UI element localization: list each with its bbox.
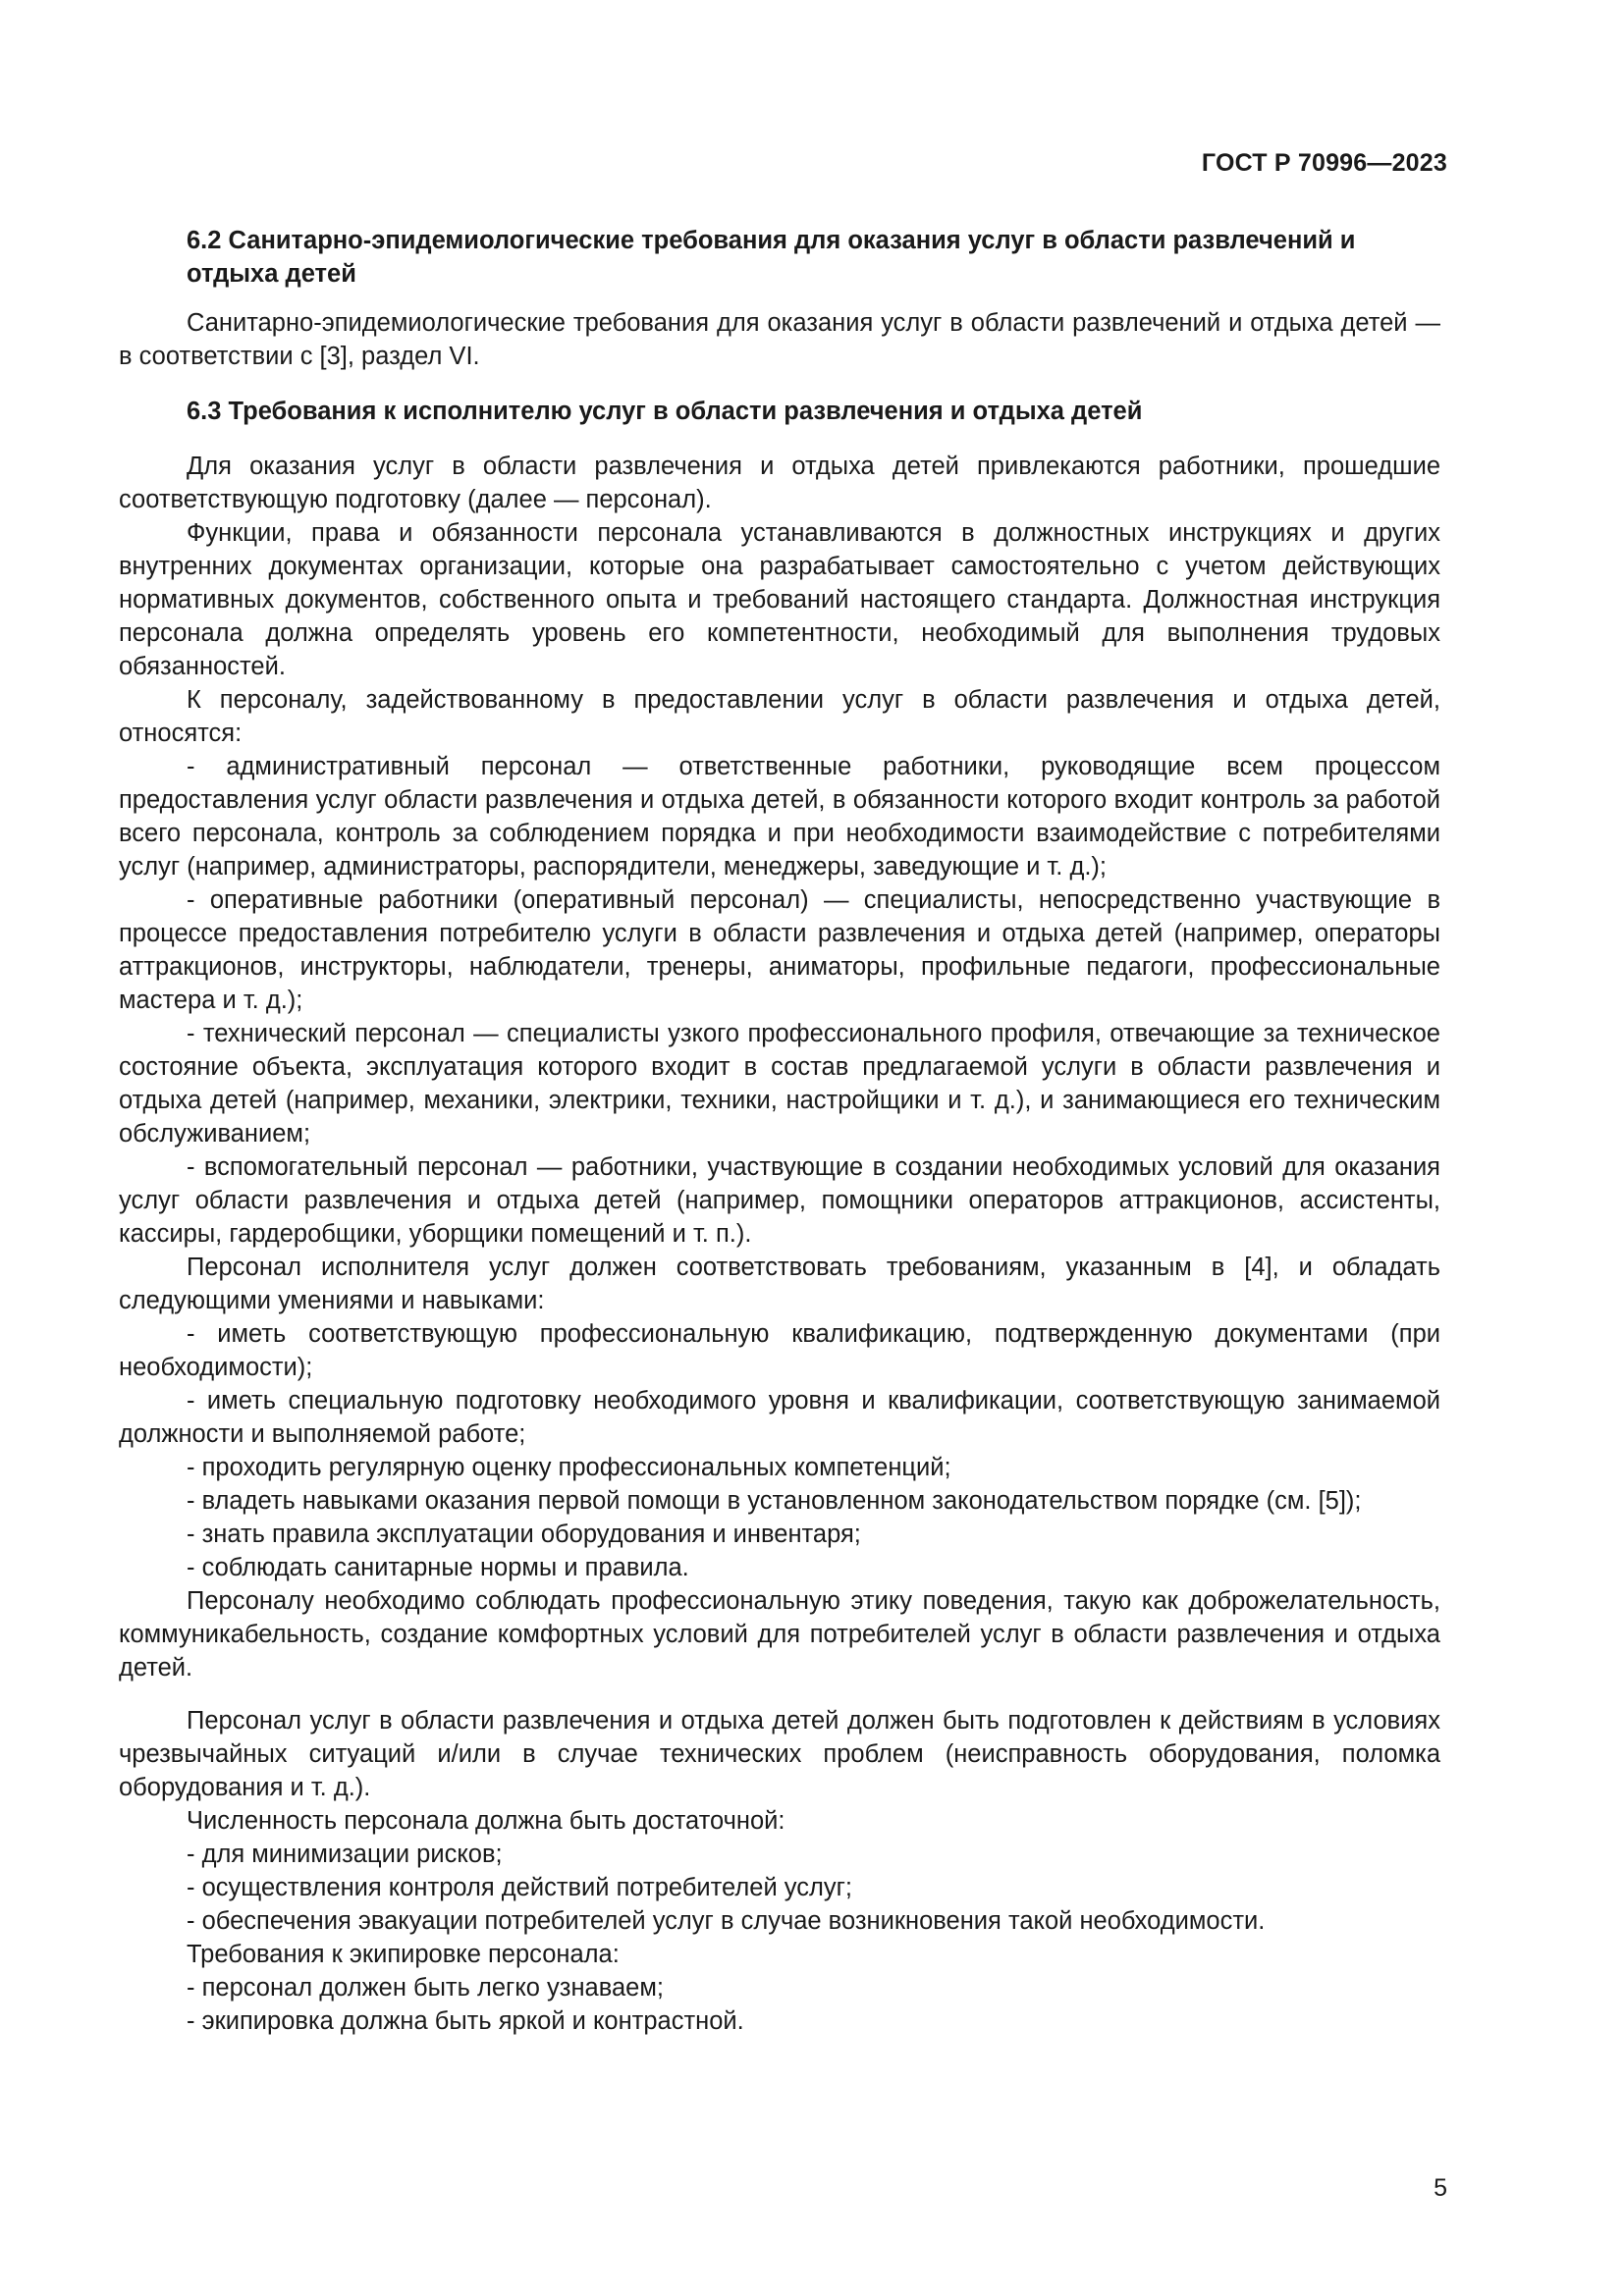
list-item: - экипировка должна быть яркой и контрастной. [187, 2007, 744, 2035]
section-6-2-heading: 6.2 Санитарно-эпидемиологические требования для оказания услуг в области развлечений и отдыха детей [187, 227, 1356, 288]
paragraph: Численность персонала должна быть достаточной: [187, 1807, 785, 1835]
page-number: 5 [1434, 2174, 1447, 2202]
list-item: - иметь соответствующую профессиональную квалификацию, подтвержденную документами (при необходимости); [119, 1320, 1440, 1381]
list-item: - оперативные работники (оперативный персонал) — специалисты, непосредственно участвующие в процессе предоставления потребителю услуги в области развлечения и отдыха детей (например, операторы аттракционов, инструкторы, наблюдатели, тренеры, аниматоры, профильные педагоги, профессиональные мастера и т. д.); [119, 886, 1440, 1014]
list-item: - административный персонал — ответственные работники, руководящие всем процессом предоставления услуг области развлечения и отдыха детей, в обязанности которого входит контроль за работой всего персонала, контроль за соблюдением порядка и при необходимости взаимодействие с потребителями услуг (например, администраторы, распорядители, менеджеры, заведующие и т. д.); [119, 753, 1440, 881]
list-item: - обеспечения эвакуации потребителей услуг в случае возникновения такой необходимости. [187, 1907, 1266, 1935]
paragraph: Персонал услуг в области развлечения и отдыха детей должен быть подготовлен к действиям в условиях чрезвычайных ситуаций и/или в случае технических проблем (неисправность оборудования, поломка оборудования и т. д.). [119, 1707, 1440, 1801]
standard-number-header: ГОСТ Р 70996—2023 [1201, 149, 1447, 177]
paragraph: Функции, права и обязанности персонала устанавливаются в должностных инструкциях и других внутренних документах организации, которые она разрабатывает самостоятельно с учетом действующих нормативных документов, собственного опыта и требований настоящего стандарта. Должностная инструкция персонала должна определять уровень его компетентности, необходимый для выполнения трудовых обязанностей. [119, 519, 1440, 680]
list-item: - иметь специальную подготовку необходимого уровня и квалификации, соответствующую занимаемой должности и выполняемой работе; [119, 1387, 1440, 1448]
list-item: - для минимизации рисков; [187, 1841, 503, 1868]
list-item: - знать правила эксплуатации оборудования и инвентаря; [187, 1521, 861, 1548]
list-item: - соблюдать санитарные нормы и правила. [187, 1554, 689, 1581]
list-item: - осуществления контроля действий потребителей услуг; [187, 1874, 853, 1901]
paragraph: Персоналу необходимо соблюдать профессиональную этику поведения, такую как доброжелательность, коммуникабельность, создание комфортных условий для потребителей услуг в области развлечения и отдыха детей. [119, 1587, 1440, 1682]
list-item: - вспомогательный персонал — работники, участвующие в создании необходимых условий для оказания услуг области развлечения и отдыха детей (например, помощники операторов аттракционов, ассистенты, кассиры, гардеробщики, уборщики помещений и т. п.). [119, 1153, 1440, 1248]
paragraph: Персонал исполнителя услуг должен соответствовать требованиям, указанным в [4], и обладать следующими умениями и навыками: [119, 1254, 1440, 1314]
paragraph: Санитарно-эпидемиологические требования для оказания услуг в области развлечений и отдыха детей — в соответствии с [3], раздел VI. [119, 309, 1440, 370]
list-item: - технический персонал — специалисты узкого профессионального профиля, отвечающие за техническое состояние объекта, эксплуатация которого входит в состав предлагаемой услуги в области развлечения и отдыха детей (например, механики, электрики, техники, настройщики и т. д.), и занимающиеся его техническим обслуживанием; [119, 1020, 1440, 1148]
document-body [119, 224, 1440, 2038]
section-6-3-heading: 6.3 Требования к исполнителю услуг в области развлечения и отдыха детей [187, 398, 1143, 425]
list-item: - персонал должен быть легко узнаваем; [187, 1974, 664, 2002]
paragraph: Для оказания услуг в области развлечения и отдыха детей привлекаются работники, прошедшие соответствующую подготовку (далее — персонал). [119, 453, 1440, 513]
paragraph: К персоналу, задействованному в предоставлении услуг в области развлечения и отдыха детей, относятся: [119, 686, 1440, 747]
list-item: - проходить регулярную оценку профессиональных компетенций; [187, 1454, 951, 1481]
paragraph: Требования к экипировке персонала: [187, 1941, 620, 1968]
list-item: - владеть навыками оказания первой помощи в установленном законодательством порядке (см. [5]); [187, 1487, 1362, 1515]
